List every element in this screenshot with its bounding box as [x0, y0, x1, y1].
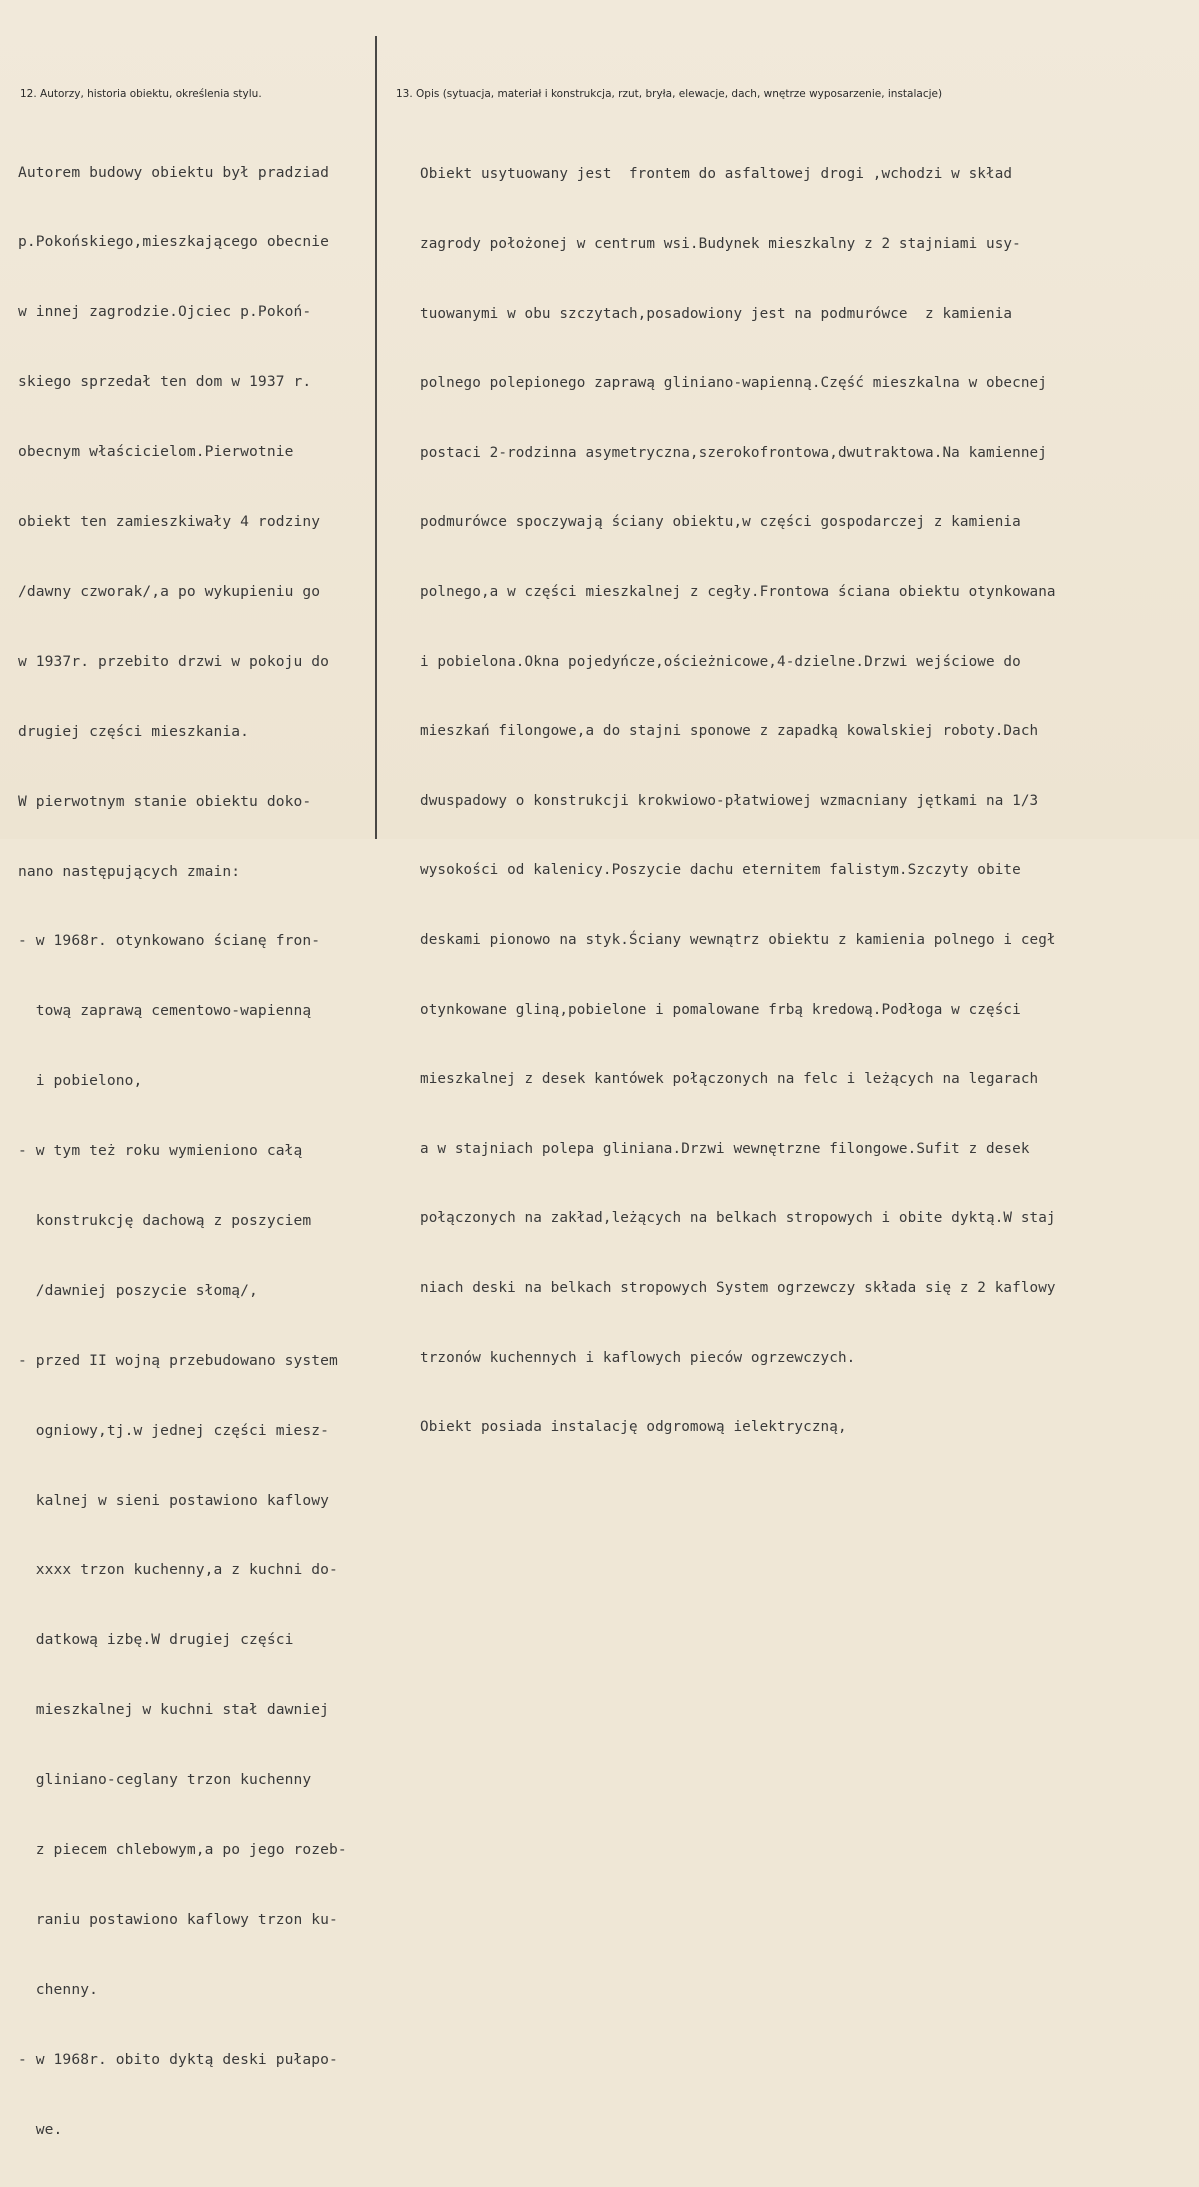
- text-line: Obiekt usytuowany jest frontem do asfaltowej drogi ,wchodzi w skład: [420, 166, 1013, 183]
- text-line: W pierwotnym stanie obiektu doko-: [18, 792, 312, 810]
- text-line: gliniano-ceglany trzon kuchenny: [18, 1771, 312, 1789]
- text-line: mieszkań filongowe,a do stajni sponowe z zapadką kowalskiej roboty.Dach: [420, 723, 1039, 740]
- text-line: obiekt ten zamieszkiwały 4 rodziny: [18, 513, 321, 531]
- text-line: i pobielona.Okna pojedyńcze,ościeżnicowe,4-dzielne.Drzwi wejściowe do: [420, 653, 1021, 670]
- description-text-column: [420, 117, 1190, 1486]
- text-line: nano następujących zmain:: [18, 862, 241, 880]
- text-line: obecnym właścicielom.Pierwotnie: [18, 443, 294, 461]
- text-line: mieszkalnej z desek kantówek połączonych na felc i leżących na legarach: [420, 1071, 1039, 1088]
- text-line: trzonów kuchennych i kaflowych pieców ogrzewczych.: [420, 1349, 856, 1366]
- text-line: we.: [18, 2120, 63, 2138]
- text-line: podmurówce spoczywają ściany obiektu,w części gospodarczej z kamienia: [420, 514, 1021, 531]
- text-line: - w tym też roku wymieniono całą: [18, 1142, 303, 1160]
- text-line: /dawny czworak/,a po wykupieniu go: [18, 582, 321, 600]
- text-line: raniu postawiono kaflowy trzon ku-: [18, 1910, 338, 1928]
- text-line: kalnej w sieni postawiono kaflowy: [18, 1491, 330, 1509]
- text-line: postaci 2-rodzinna asymetryczna,szerokofrontowa,dwutraktowa.Na kamiennej: [420, 444, 1047, 461]
- text-line: tową zaprawą cementowo-wapienną: [18, 1002, 312, 1020]
- text-line: datkową izbę.W drugiej części: [18, 1631, 294, 1649]
- history-text-column: [18, 114, 374, 2187]
- text-line: w innej zagrodzie.Ojciec p.Pokoń-: [18, 303, 312, 321]
- text-line: wysokości od kalenicy.Poszycie dachu eternitem falistym.Szczyty obite: [420, 862, 1021, 879]
- text-line: konstrukcję dachową z poszyciem: [18, 1211, 312, 1229]
- text-line: zagrody położonej w centrum wsi.Budynek mieszkalny z 2 stajniami usy-: [420, 236, 1021, 252]
- text-line: z piecem chlebowym,a po jego rozeb-: [18, 1840, 347, 1858]
- text-line: i pobielono,: [18, 1072, 143, 1090]
- text-line: otynkowane gliną,pobielone i pomalowane frbą kredową.Podłoga w części: [420, 1001, 1021, 1018]
- text-line: - przed II wojną przebudowano system: [18, 1351, 338, 1369]
- text-line: polnego polepionego zaprawą gliniano-wapienną.Część mieszkalna w obecnej: [420, 375, 1047, 392]
- column-divider: [375, 36, 377, 839]
- text-line: niach deski na belkach stropowych System ogrzewczy składa się z 2 kaflowy: [420, 1279, 1056, 1296]
- text-line: polnego,a w części mieszkalnej z cegły.Frontowa ściana obiektu otynkowana: [420, 583, 1056, 600]
- text-line: połączonych na zakład,leżących na belkach stropowych i obite dyktą.W staj: [420, 1210, 1056, 1227]
- text-line: a w stajniach polepa gliniana.Drzwi wewnętrzne filongowe.Sufit z desek: [420, 1140, 1030, 1157]
- section-13-header: 13. Opis (sytuacja, materiał i konstrukcja, rzut, bryła, elewacje, dach, wnętrze wyposarzenie, instalacje): [396, 88, 943, 100]
- text-line: Obiekt posiada instalację odgromową ielektryczną,: [420, 1419, 847, 1436]
- text-line: mieszkalnej w kuchni stał dawniej: [18, 1701, 330, 1719]
- text-line: deskami pionowo na styk.Ściany wewnątrz obiektu z kamienia polnego i cegł: [420, 931, 1056, 948]
- text-line: w 1937r. przebito drzwi w pokoju do: [18, 652, 330, 670]
- text-line: chenny.: [18, 1980, 98, 1998]
- text-line: drugiej części mieszkania.: [18, 722, 250, 740]
- text-line: /dawniej poszycie słomą/,: [18, 1281, 258, 1299]
- text-line: - w 1968r. otynkowano ścianę fron-: [18, 932, 321, 950]
- text-line: Autorem budowy obiektu był pradziad: [18, 163, 330, 181]
- text-line: skiego sprzedał ten dom w 1937 r.: [18, 373, 312, 391]
- text-line: dwuspadowy o konstrukcji krokwiowo-płatwiowej wzmacniany jętkami na 1/3: [420, 792, 1039, 809]
- text-line: tuowanymi w obu szczytach,posadowiony jest na podmurówce z kamienia: [420, 305, 1013, 322]
- text-line: p.Pokońskiego,mieszkającego obecnie: [18, 233, 330, 251]
- text-line: ogniowy,tj.w jednej części miesz-: [18, 1421, 330, 1439]
- text-line: - w 1968r. obito dyktą deski pułapo-: [18, 2050, 338, 2068]
- section-12-header: 12. Autorzy, historia obiektu, określenia stylu.: [20, 88, 262, 100]
- text-line: xxxx trzon kuchenny,a z kuchni do-: [18, 1561, 338, 1579]
